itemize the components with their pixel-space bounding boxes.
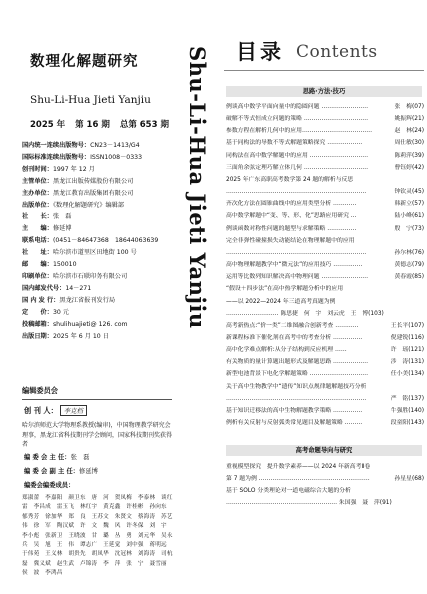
toc-entry-title: 新课程标准下催化剂在高考中的考查分析 ……………	[226, 334, 363, 341]
toc-entry-title: 齐次化方法在圆锥曲线中的应用类型分析 …………	[226, 201, 357, 208]
info-value: 14－271	[65, 284, 92, 292]
issue-year: 2025 年	[30, 120, 66, 130]
issue-line	[30, 118, 176, 130]
info-label: 国内统一连续出版物号：	[22, 142, 91, 149]
toc-entry-title: 高中物理解题教学中“微元法”的应用技巧 ……………	[226, 262, 363, 269]
toc-entry[interactable]	[226, 405, 424, 417]
info-value: 150010	[52, 261, 77, 269]
toc-entry-author-page: 殷 宁(73)	[394, 225, 424, 232]
info-value: 张 磊	[52, 213, 72, 221]
toc-entry[interactable]	[226, 344, 424, 356]
toc-entry-author-page: 任小美(134)	[390, 371, 424, 378]
info-label: 主办单位：	[22, 189, 53, 197]
toc-entry-author-page: 倪建锐(116)	[390, 334, 424, 341]
board-members-list: 郑淑蕾 李嘉阳 颜卫东 唐 河 贺凤梅 李泰林 谈红雷 李昌成 雷玉飞 林红宇 黄克鑫 许桂彬 孙向东 郁秀芳 徐加华 郑 良 王苏文 朱贤文 蔡海涛 苏艺伟 徐 军 陶汉斌 许 文 魏 风 许冬保 刘 宇 李小彪 张新卫 王晓波 甘 璐 丛 勇 刘元华 吴永兵 吴 旭 王 伟 谭志广 王延觉 刘中强 蒋明远 于伟苑 王义林 胡贵先 胡凤华 沈冠林 刘海涛 司杭磊 冀义斌 赵生武 卢锦涛 李 萍 张 宁 聂雪丽 侯 波 李鸿昌	[22, 495, 173, 577]
toc-entry-title: 基于知识迁移法的高中生物解题教学策略 ……………	[226, 407, 363, 414]
toc-entry[interactable]	[226, 308, 424, 320]
info-row	[22, 319, 182, 331]
toc-entry[interactable]	[226, 283, 424, 295]
info-row	[22, 283, 182, 295]
contents-title-cn: 目录	[236, 40, 284, 64]
info-label: 国内邮发代号：	[22, 284, 66, 292]
toc-entry-title: 例谈高中数学平面向量中的隐圆问题 ……………………	[226, 104, 369, 110]
toc-entry[interactable]	[226, 332, 424, 344]
toc-entry-title: ………………………………………………………………	[226, 395, 367, 402]
info-value: 黑龙江教育出版集团有限公司	[52, 189, 134, 197]
toc-entry-title: 重视模型探究 提升数学素养——以 2024 年新高考Ⅱ卷	[226, 464, 371, 470]
section-header: 高考命题导向与研究	[226, 445, 422, 456]
contents-column	[218, 0, 427, 594]
vertical-title: Shu-Li-Hua Jieti Yanjiu	[185, 46, 210, 329]
info-row	[22, 211, 182, 223]
info-value: 《数理化解题研究》编辑部	[52, 201, 125, 209]
toc-entry-author-page: 张 梅(07)	[394, 104, 424, 110]
issue-number: 第 16 期	[75, 120, 110, 130]
info-row	[22, 295, 182, 307]
toc-entry-author-page: 曹钰婷(42)	[394, 164, 424, 171]
toc-entry-title: 基于 SOLO 分类理论对一道电磁综合大题的分析	[226, 488, 351, 495]
board-chair-value: 张 磊	[70, 454, 90, 461]
toc-entry-title: 高考新热点:“价一类”二维图融合创新考查 …………	[226, 322, 359, 329]
toc-entry-title: 关于高中生物教学中“遗传”知识点规律题解题技巧分析	[226, 383, 367, 390]
toc-entry-title: 有关物质的量计算题出题形式及解题思路 ………………	[226, 359, 369, 366]
board-chair-line	[24, 452, 89, 461]
toc-entry-title: 新型电池背景下电化学解题策略 …………………………	[226, 371, 369, 378]
section-header: 思路·方法·技巧	[226, 86, 422, 97]
toc-entry[interactable]	[226, 186, 424, 198]
info-row	[22, 164, 182, 176]
info-row	[22, 176, 182, 188]
toc-entry-title: 运用等比数列知识解决高中物理问题 ……………………	[226, 274, 369, 281]
info-row	[22, 152, 182, 164]
toc-entry-title: ……………………… 陈思捷 何 宇 刘云虎 王 博(103)	[226, 310, 384, 317]
board-chair-label: 编 委 会 主 任：	[24, 454, 71, 461]
info-label: 社 长：	[22, 213, 53, 221]
toc-entry-title: ——以 2022—2024 年三道高考真题为例	[226, 298, 336, 305]
info-label: 主管单位：	[22, 177, 53, 185]
board-vice-chair-line	[24, 466, 98, 475]
info-label: 主 编：	[22, 225, 53, 233]
toc-entry-author-page: 陆小峰(61)	[394, 213, 424, 220]
toc-entry-author-page: 涉 涛(131)	[390, 359, 424, 366]
founder-description: 哈尔滨师范大学物理系教授(编审)，中国物理教学研究会理事，黑龙江省科技期刊学会顾问，国家科技期刊奖获得者	[22, 422, 173, 449]
info-label: 定 价：	[22, 308, 53, 316]
info-value: 黑龙江出版传媒股份有限公司	[52, 177, 134, 185]
toc-entry[interactable]	[226, 381, 424, 393]
toc-entry-author-page: 姚振辉(21)	[394, 116, 424, 123]
issue-total: 总第 653 期	[119, 120, 169, 130]
contents-title-en: Contents	[296, 42, 378, 62]
toc-entry-author-page: 孙星星(68)	[394, 476, 424, 483]
info-row	[22, 235, 182, 247]
info-label: 社 址：	[22, 249, 53, 257]
toc-entry[interactable]	[226, 198, 424, 210]
info-row	[22, 188, 182, 200]
toc-entry[interactable]	[226, 271, 424, 283]
toc-entry-author-page: 韩新立(57)	[394, 201, 424, 208]
board-vice-chair-label: 编 委 会 副 主 任：	[24, 468, 80, 475]
toc-entry-title: 破解不等式恒成立问题的策略 ……………………………	[226, 116, 369, 123]
toc-entry[interactable]	[226, 461, 424, 473]
toc-entry[interactable]	[226, 174, 424, 186]
founder-label: 创 刊 人：	[24, 406, 58, 415]
info-value: 哈尔滨市道里区田地街 100 号	[52, 249, 137, 257]
founder-signature: 李克档	[60, 405, 87, 416]
toc-entry-title: 基于同构法的导数不等式解题策略探究 ………………	[226, 140, 363, 147]
toc-entry-author-page: 王长平(107)	[390, 322, 424, 329]
toc-entry[interactable]	[226, 113, 424, 125]
toc-entry[interactable]	[226, 150, 424, 162]
toc-entry[interactable]	[226, 101, 424, 113]
info-row	[22, 271, 182, 283]
toc-entry-author-page: 钟钦灵(45)	[394, 189, 424, 196]
toc-entry[interactable]	[226, 247, 424, 259]
toc-entry[interactable]	[226, 259, 424, 271]
info-value: 2025 年 6 月 10 日	[52, 332, 109, 340]
info-label: 国际标准连续出版物号：	[22, 153, 91, 161]
toc-entry[interactable]	[226, 497, 424, 509]
info-label: 出版日期：	[22, 332, 53, 340]
toc-entry[interactable]	[226, 210, 424, 222]
toc-entry-title: ………………………………………………………………	[226, 249, 367, 256]
contents-divider	[224, 70, 424, 71]
toc-entry-author-page: 段童阳(143)	[390, 420, 424, 427]
toc-entry[interactable]	[226, 473, 424, 485]
toc-entry-title: 三面角余弦定理巧解立体几何 ……………………………	[226, 164, 369, 171]
board-members-label: 编委会编委成员：	[24, 482, 75, 489]
info-value: 黑龙江省报刊发行局	[59, 296, 116, 304]
toc-entry-title: 完全非弹性碰撞损失动能结论在物理解题中的应用	[226, 237, 355, 244]
toc-entry[interactable]	[226, 162, 424, 174]
toc-entry[interactable]	[226, 393, 424, 405]
board-divider	[22, 399, 172, 400]
toc-entry[interactable]	[226, 235, 424, 247]
info-value: shulihuajieti@ 126. com	[52, 320, 128, 328]
publication-info	[22, 140, 182, 342]
toc-entry[interactable]	[226, 368, 424, 380]
info-row	[22, 259, 182, 271]
info-row	[22, 200, 182, 212]
info-row	[22, 223, 182, 235]
info-value: 修延博	[52, 225, 72, 233]
toc-entry-author-page: 周仕敏(30)	[394, 140, 424, 147]
info-value: 1997 年 12 月	[52, 165, 95, 173]
toc-entry-title: ………………………………………………………………	[226, 189, 367, 196]
info-value: 30 元	[52, 308, 69, 316]
magazine-title: 数理化解题研究	[30, 54, 139, 70]
cover-info-column	[0, 0, 178, 594]
toc-entry-author-page: 陈莉萍(39)	[394, 152, 424, 159]
toc-entry[interactable]	[226, 417, 424, 429]
toc-entry[interactable]	[226, 296, 424, 308]
toc-entry-author-page: 孙尔林(76)	[394, 249, 424, 256]
toc-entry-title: 参数方程在解析几何中的应用………………………………	[226, 128, 373, 135]
info-label: 出版单位：	[22, 201, 53, 209]
section-entries	[226, 101, 424, 429]
toc-entry-author-page: 黄德志(79)	[394, 262, 424, 269]
info-row	[22, 307, 182, 319]
board-vice-chair-value: 修延博	[79, 468, 98, 475]
toc-entry-title: 例谈函数对称性问题的题型与求解策略 ……………	[226, 225, 357, 232]
info-label: 联系电话：	[22, 237, 53, 245]
info-row	[22, 247, 182, 259]
info-label: 国 内 发 行：	[22, 296, 60, 304]
toc-entry[interactable]	[226, 223, 424, 235]
info-label: 创刊时间：	[22, 165, 53, 173]
info-value: CN23－1413/G4	[90, 142, 140, 149]
info-value: (0451－84647368 18644063639	[52, 237, 159, 245]
vertical-title-strip	[182, 44, 211, 554]
info-label: 印刷单位：	[22, 272, 53, 280]
info-row	[22, 331, 182, 343]
toc-entry-title: 同构法在高中数学解题中的应用 …………………………	[226, 152, 369, 159]
info-label: 投稿邮箱：	[22, 320, 53, 328]
board-header: 编辑委员会	[22, 386, 58, 395]
toc-entry[interactable]	[226, 137, 424, 149]
board-members-line	[24, 480, 74, 489]
magazine-pinyin: Shu-Li-Hua Jieti Yanjiu	[30, 94, 151, 106]
toc-entry-author-page: 许 瑶(121)	[390, 347, 424, 354]
toc-entry[interactable]	[226, 125, 424, 137]
toc-entry-title: 高中化学难点解析:从分子结构到反应机理 ……	[226, 347, 347, 354]
toc-entry-title: 2025 年广东高职高考数学第 24 题的解析与反思	[226, 176, 354, 183]
toc-entry-author-page: 牛强胜(140)	[390, 407, 424, 414]
toc-entry-author-page: 赵 林(24)	[394, 128, 424, 135]
toc-entry-author-page: 严 铭(137)	[390, 395, 424, 402]
toc-entry[interactable]	[226, 320, 424, 332]
toc-entry-title: “假设＋四步法”在高中热学解题分析中的应用	[226, 286, 344, 293]
section-entries	[226, 461, 424, 510]
toc-entry-title: 高中数学解题中“变、等、形、化”思路应用研究 …	[226, 213, 357, 220]
info-label: 邮 编：	[22, 261, 53, 269]
toc-entry-title: 例析有关反射与反射弧类常见题目及解题策略 ………	[226, 420, 363, 427]
toc-entry-author-page: 黄春霞(85)	[394, 274, 424, 281]
founder-line	[24, 405, 87, 416]
toc-entry[interactable]	[226, 356, 424, 368]
info-row	[22, 140, 182, 152]
info-value: 哈尔滨市石联印务有限公司	[52, 272, 128, 280]
toc-entry[interactable]	[226, 485, 424, 497]
toc-entry-title: ………………………………………………… 朱国强 聂 萍(91)	[226, 500, 392, 507]
toc-entry-title: 第 7 题为例 …………………………………………………	[226, 476, 370, 483]
info-value: ISSN1008－0333	[90, 153, 143, 161]
